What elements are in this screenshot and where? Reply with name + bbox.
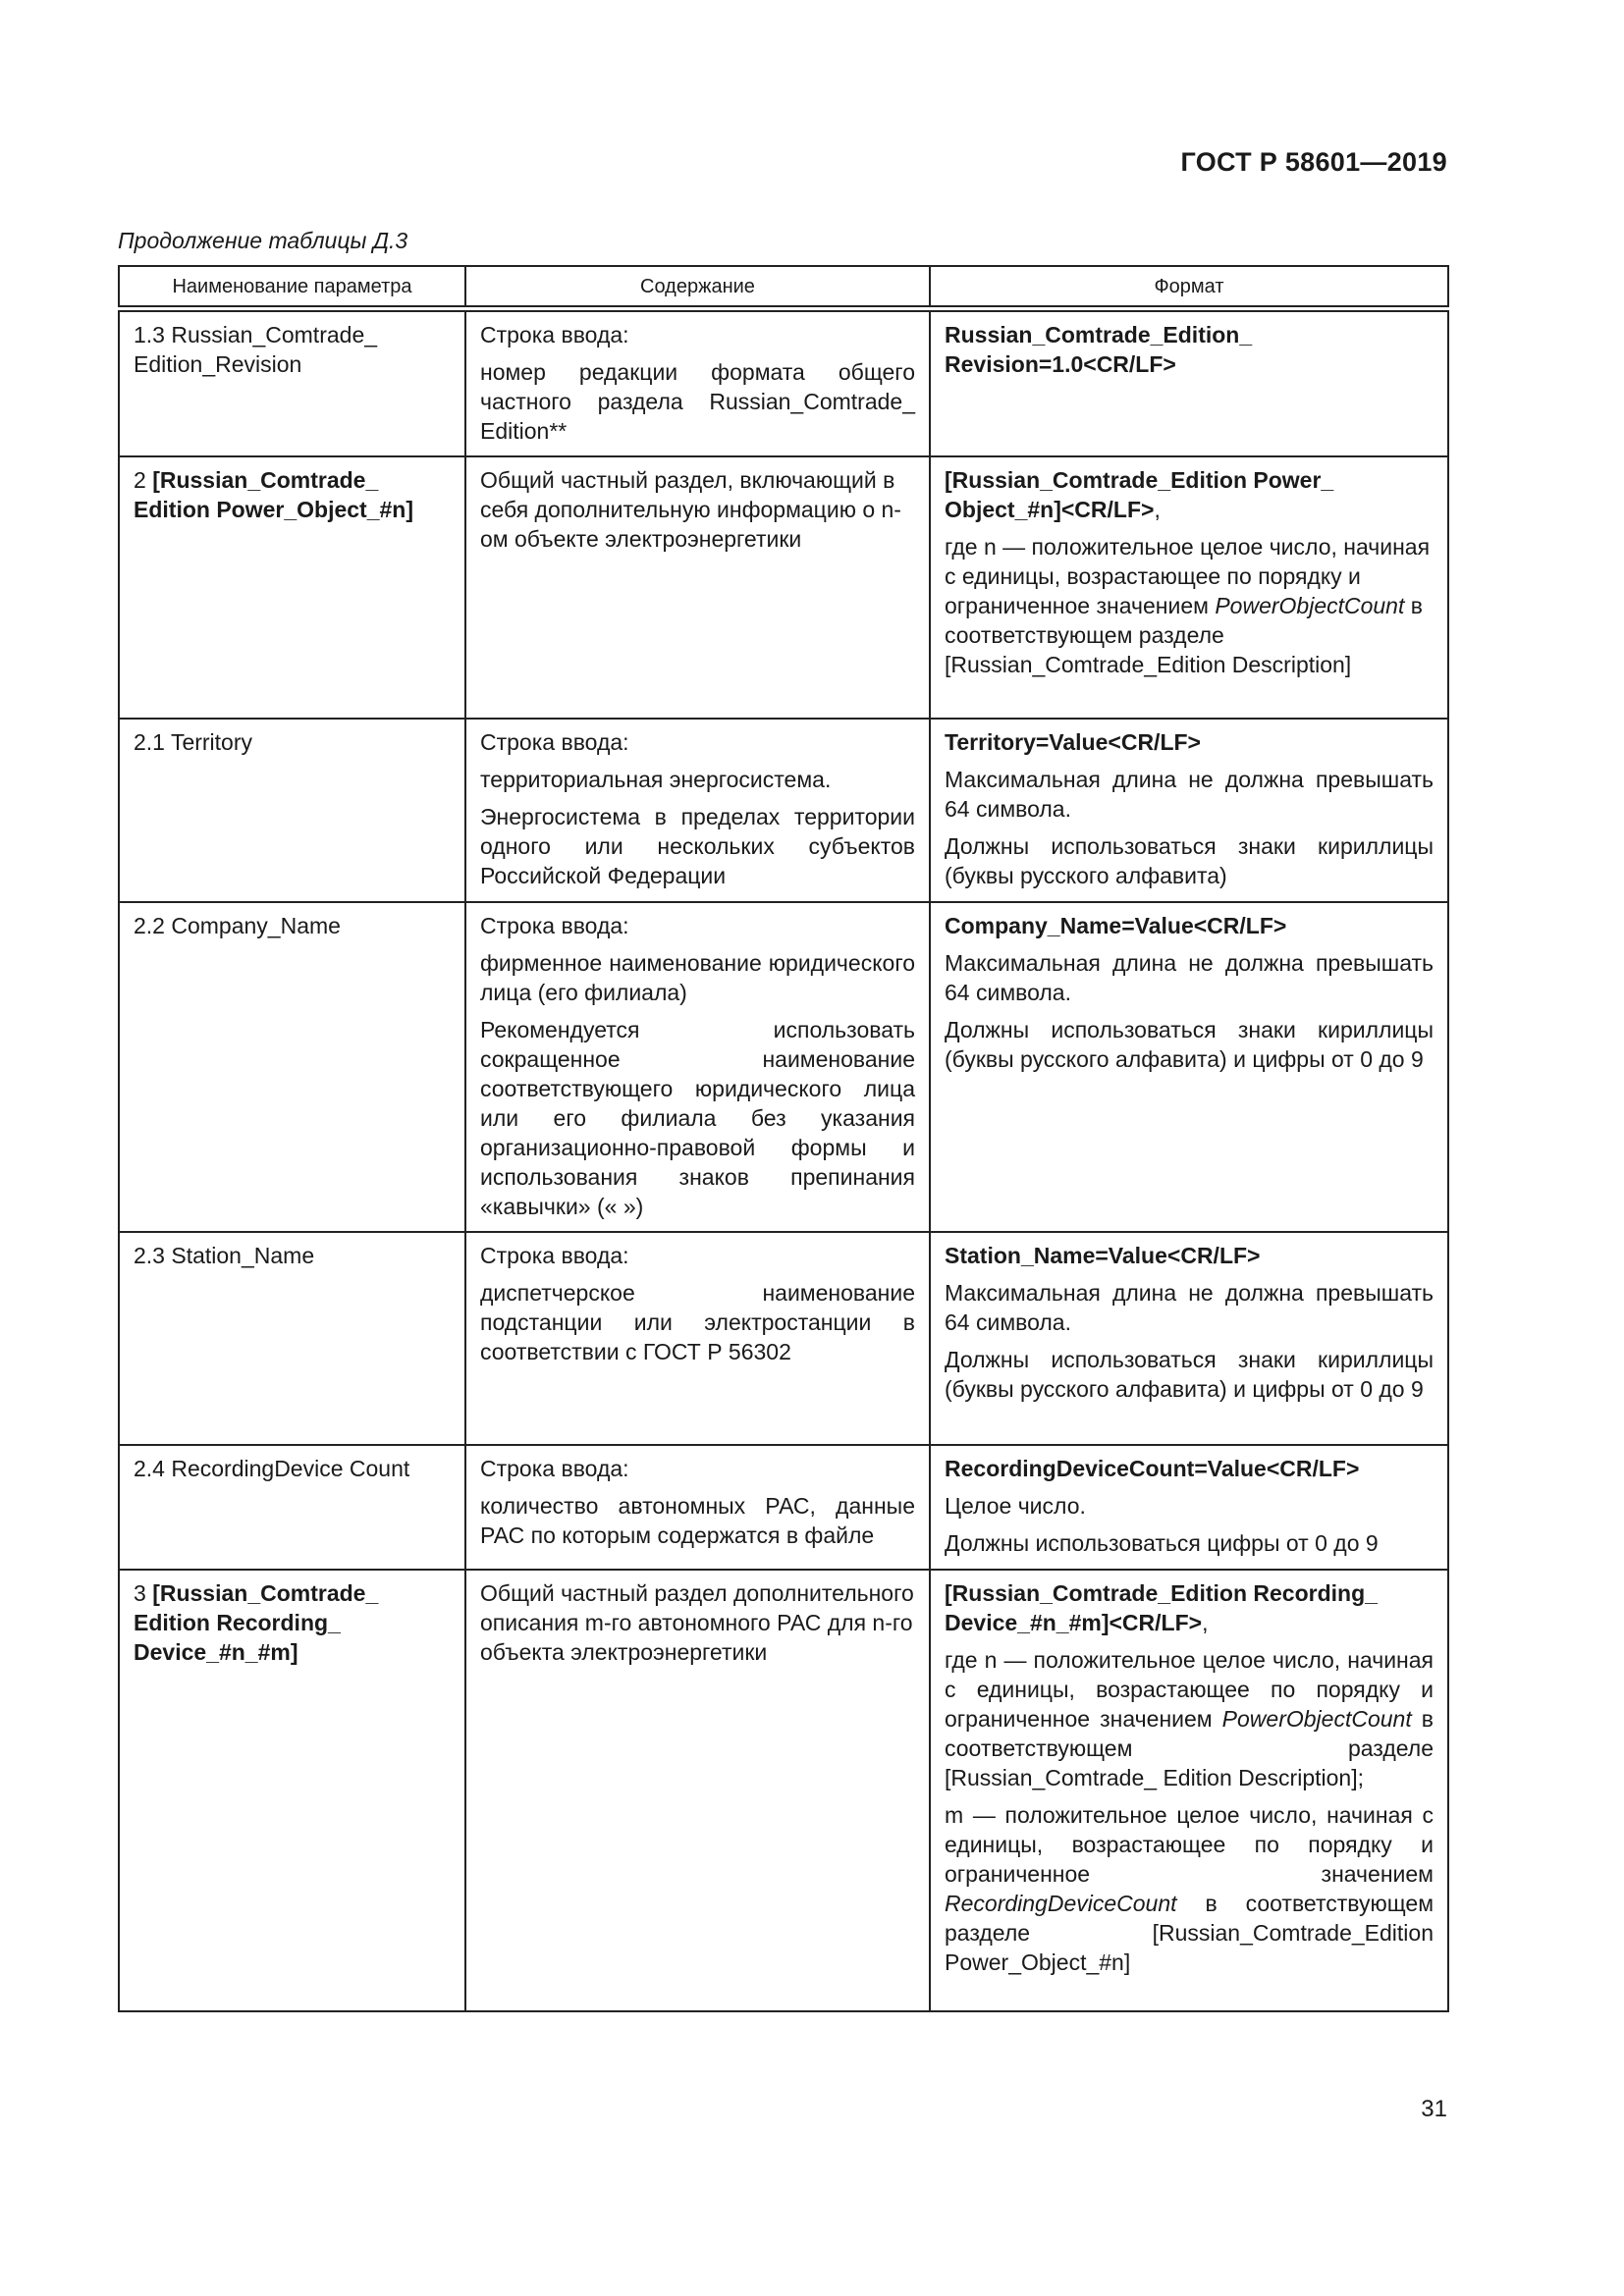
parameter-name-cell (119, 902, 465, 1232)
parameter-name-cell (119, 1232, 465, 1445)
table-row (119, 1570, 1448, 2011)
table-row (119, 902, 1448, 1232)
format-cell (930, 456, 1448, 719)
parameter-name: 2.3 Station_Name (134, 1243, 315, 1268)
content-paragraph: номер редакции формата общего частного раздела Russian_Comtrade_ Edition** (480, 359, 915, 444)
parameter-name-cell (119, 719, 465, 902)
parameter-name: 2.1 Territory (134, 729, 253, 755)
section-number: 2 (134, 467, 146, 493)
parameter-name-cell (119, 1445, 465, 1570)
parameters-table (118, 265, 1449, 2012)
content-paragraph: Общий частный раздел, включающий в себя дополнительную информацию о n-ом объекте электроэнергетики (480, 467, 901, 552)
format-description: Должны использоваться знаки кириллицы (буквы русского алфавита) и цифры от 0 до 9 (945, 1347, 1434, 1402)
table-row (119, 719, 1448, 902)
format-description: Максимальная длина не должна превышать 64 символа. (945, 767, 1434, 822)
format-syntax: Company_Name=Value<CR/LF> (945, 913, 1287, 938)
table-row (119, 309, 1448, 457)
content-cell (465, 902, 930, 1232)
section-name: [Russian_Comtrade_ Edition Recording_ Device_#n_#m] (134, 1580, 379, 1665)
content-paragraph: Рекомендуется использовать сокращенное наименование соответствующего юридического лица или его филиала без указания организационно-правовой формы и использования знаков препинания «кавычки» (« ») (480, 1017, 915, 1219)
parameter-name-cell (119, 309, 465, 457)
format-description: Должны использоваться знаки кириллицы (буквы русского алфавита) и цифры от 0 до 9 (945, 1017, 1434, 1072)
format-cell (930, 719, 1448, 902)
parameter-name: 2.2 Company_Name (134, 913, 341, 938)
content-cell (465, 456, 930, 719)
content-cell (465, 309, 930, 457)
content-cell (465, 719, 930, 902)
content-paragraph: Строка ввода: (480, 1243, 629, 1268)
content-paragraph: Общий частный раздел дополнительного описания m-го автономного РАС для n-го объекта электроэнергетики (480, 1580, 914, 1665)
content-cell (465, 1570, 930, 2011)
content-paragraph: Строка ввода: (480, 1456, 629, 1481)
format-description: где n — положительное целое число, начиная с единицы, возрастающее по порядку и ограниченное значением PowerObjectCount в соответствующем разделе [Russian_Comtrade_Edition Description] (945, 534, 1431, 677)
column-header-content: Содержание (465, 266, 930, 309)
format-cell (930, 309, 1448, 457)
content-cell (465, 1445, 930, 1570)
format-description: где n — положительное целое число, начиная с единицы, возрастающее по порядку и ограниченное значением PowerObjectCount в соответствующем разделе [Russian_Comtrade_ Edition Description]; (945, 1647, 1434, 1790)
column-header-name: Наименование параметра (119, 266, 465, 309)
content-paragraph: Энергосистема в пределах территории одного или нескольких субъектов Российской Федерации (480, 804, 915, 888)
format-description: Должны использоваться знаки кириллицы (буквы русского алфавита) (945, 833, 1434, 888)
table-row (119, 1232, 1448, 1445)
format-syntax: Station_Name=Value<CR/LF> (945, 1243, 1261, 1268)
parameter-name-cell (119, 1570, 465, 2011)
format-syntax: Territory=Value<CR/LF> (945, 729, 1201, 755)
content-paragraph: диспетчерское наименование подстанции или электростанции в соответствии с ГОСТ Р 56302 (480, 1280, 915, 1364)
format-description: m — положительное целое число, начиная с единицы, возрастающее по порядку и ограниченное значением RecordingDeviceCount в соответствующем разделе [Russian_Comtrade_Edition Power_Object_#n] (945, 1802, 1435, 1975)
format-description: Максимальная длина не должна превышать 64 символа. (945, 1280, 1434, 1335)
format-cell (930, 1232, 1448, 1445)
format-cell (930, 1570, 1448, 2011)
format-cell (930, 902, 1448, 1232)
table-row (119, 456, 1448, 719)
content-paragraph: Строка ввода: (480, 913, 629, 938)
content-cell (465, 1232, 930, 1445)
table-header-row (119, 266, 1448, 309)
document-standard-header: ГОСТ Р 58601—2019 (1180, 147, 1447, 177)
format-syntax: Russian_Comtrade_Edition_ Revision=1.0<CR/LF> (945, 322, 1253, 377)
content-paragraph: Строка ввода: (480, 729, 629, 755)
format-description: Максимальная длина не должна превышать 64 символа. (945, 950, 1434, 1005)
section-name: [Russian_Comtrade_ Edition Power_Object_#n] (134, 467, 413, 522)
table-continuation-caption: Продолжение таблицы Д.3 (118, 228, 408, 253)
column-header-format: Формат (930, 266, 1448, 309)
format-description: Целое число. (945, 1493, 1086, 1519)
page-number: 31 (1421, 2096, 1447, 2122)
parameter-name-cell (119, 456, 465, 719)
format-description: Должны использоваться цифры от 0 до 9 (945, 1530, 1379, 1556)
content-paragraph: фирменное наименование юридического лица (его филиала) (480, 950, 915, 1005)
format-syntax: [Russian_Comtrade_Edition Power_ Object_#n]<CR/LF>, (945, 467, 1334, 522)
parameter-name: 1.3 Russian_Comtrade_ Edition_Revision (134, 322, 378, 377)
table-row (119, 1445, 1448, 1570)
section-number: 3 (134, 1580, 146, 1606)
content-paragraph: количество автономных РАС, данные РАС по которым содержатся в файле (480, 1493, 915, 1548)
format-syntax: [Russian_Comtrade_Edition Recording_ Device_#n_#m]<CR/LF>, (945, 1580, 1378, 1635)
content-paragraph: Строка ввода: (480, 322, 629, 347)
content-paragraph: территориальная энергосистема. (480, 767, 832, 792)
format-cell (930, 1445, 1448, 1570)
format-syntax: RecordingDeviceCount=Value<CR/LF> (945, 1456, 1360, 1481)
parameter-name: 2.4 RecordingDevice Count (134, 1456, 410, 1481)
